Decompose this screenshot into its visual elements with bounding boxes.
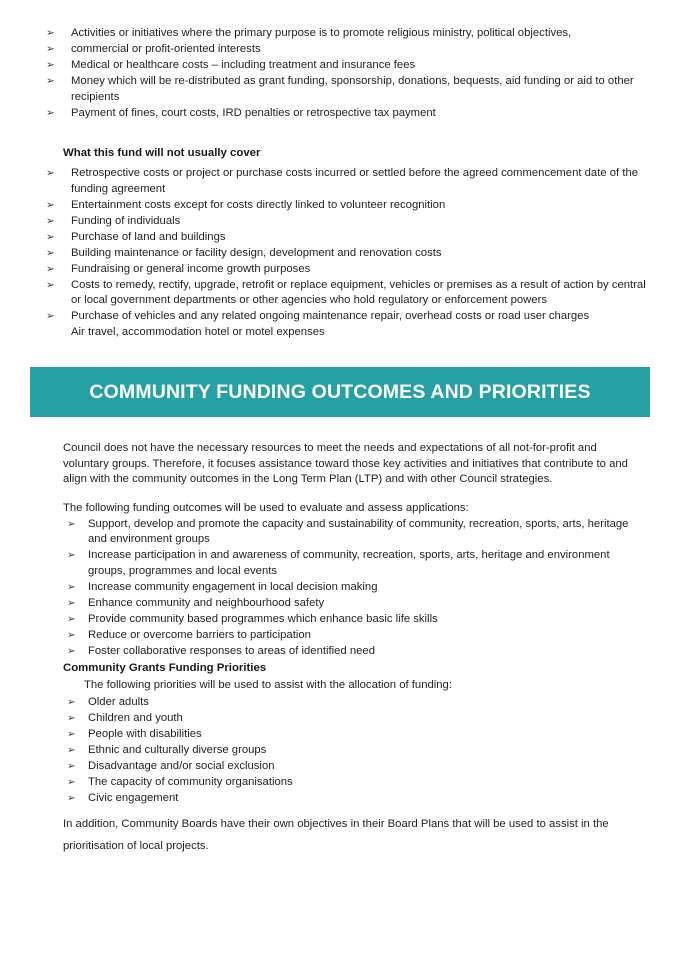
arrow-bullet-icon: ➢ bbox=[67, 696, 76, 708]
list-item-label: Civic engagement bbox=[88, 791, 179, 804]
arrow-bullet-icon: ➢ bbox=[67, 744, 76, 756]
priorities-heading: Community Grants Funding Priorities bbox=[63, 662, 267, 674]
list-item-label: Retrospective costs or project or purchase costs incurred or settled before the agreed commencement date of the funding agreement bbox=[71, 167, 639, 195]
list-item-label: Increase community engagement in local decision making bbox=[88, 580, 378, 593]
section-banner bbox=[30, 367, 650, 417]
excluded-activities-list bbox=[46, 26, 651, 121]
list-item bbox=[67, 711, 643, 727]
list-item-label: Building maintenance or facility design, development and renovation costs bbox=[71, 246, 442, 259]
list-item bbox=[46, 42, 651, 58]
arrow-bullet-icon: ➢ bbox=[67, 613, 76, 625]
list-item bbox=[46, 309, 658, 340]
funding-priorities-section bbox=[0, 660, 675, 807]
list-item-label: Reduce or overcome barriers to participation bbox=[88, 628, 311, 641]
arrow-bullet-icon: ➢ bbox=[46, 43, 55, 55]
list-item bbox=[67, 612, 643, 628]
list-item bbox=[67, 644, 643, 660]
list-item bbox=[67, 628, 643, 644]
list-item bbox=[67, 517, 643, 548]
closing-paragraph: In addition, Community Boards have their own objectives in their Board Plans that will be used to assist in the prioritisation of local projects. bbox=[63, 818, 609, 852]
not-usually-cover-list bbox=[46, 166, 658, 340]
priorities-lead-in: The following priorities will be used to assist with the allocation of funding: bbox=[84, 679, 452, 691]
excluded-activities-section bbox=[0, 26, 675, 122]
not-usually-cover-section bbox=[0, 145, 675, 341]
list-item-label: Fundraising or general income growth purposes bbox=[71, 262, 311, 275]
section-banner-title: COMMUNITY FUNDING OUTCOMES AND PRIORITIES bbox=[89, 380, 591, 403]
arrow-bullet-icon: ➢ bbox=[67, 760, 76, 772]
arrow-bullet-icon: ➢ bbox=[46, 231, 55, 243]
arrow-bullet-icon: ➢ bbox=[67, 792, 76, 804]
list-item bbox=[67, 596, 643, 612]
list-item bbox=[46, 74, 651, 105]
list-item bbox=[67, 791, 643, 807]
list-item bbox=[46, 58, 651, 74]
list-item bbox=[67, 548, 643, 579]
list-item-label: Costs to remedy, rectify, upgrade, retrofit or replace equipment, vehicles or premises as a result of action by central or local government departments or other agencies who hold regulatory or enforcement powers bbox=[71, 278, 646, 307]
arrow-bullet-icon: ➢ bbox=[46, 215, 55, 227]
list-item-label: Provide community based programmes which enhance basic life skills bbox=[88, 612, 438, 625]
arrow-bullet-icon: ➢ bbox=[46, 311, 55, 323]
list-item-label: People with disabilities bbox=[88, 727, 202, 740]
list-item bbox=[46, 26, 651, 42]
list-item-label: Support, develop and promote the capacity and sustainability of community, recreation, sports, arts, heritage and environment groups bbox=[88, 517, 629, 546]
arrow-bullet-icon: ➢ bbox=[67, 728, 76, 740]
list-item-label: Money which will be re-distributed as grant funding, sponsorship, donations, bequests, aid funding or aid to other recipients bbox=[71, 74, 634, 103]
list-item-label: The capacity of community organisations bbox=[88, 775, 293, 788]
list-item-label: Funding of individuals bbox=[71, 214, 181, 227]
funding-priorities-list bbox=[63, 695, 643, 807]
list-item-label: Ethnic and culturally diverse groups bbox=[88, 743, 267, 756]
list-item bbox=[67, 727, 643, 743]
list-item-label: Foster collaborative responses to areas of identified need bbox=[88, 644, 375, 657]
arrow-bullet-icon: ➢ bbox=[46, 199, 55, 211]
list-item-subline: Air travel, accommodation hotel or motel expenses bbox=[71, 325, 325, 338]
funding-outcomes-list bbox=[63, 517, 643, 660]
list-item bbox=[67, 695, 643, 711]
closing-section bbox=[0, 813, 675, 857]
outcomes-lead-in: The following funding outcomes will be used to evaluate and assess applications: bbox=[63, 502, 469, 515]
outcomes-intro-paragraph: Council does not have the necessary resources to meet the needs and expectations of all not-for-profit and voluntary groups. Therefore, it focuses assistance toward those key activities and initiatives that contribute to and align with the community outcomes in the Long Term Plan (LTP) and with other Council strategies. bbox=[63, 442, 628, 486]
list-item-label: Children and youth bbox=[88, 711, 183, 724]
list-item bbox=[46, 198, 658, 214]
list-item bbox=[67, 775, 643, 791]
arrow-bullet-icon: ➢ bbox=[46, 263, 55, 275]
arrow-bullet-icon: ➢ bbox=[67, 550, 76, 562]
arrow-bullet-icon: ➢ bbox=[46, 59, 55, 71]
list-item-label: Older adults bbox=[88, 695, 149, 708]
list-item bbox=[46, 230, 658, 246]
list-item bbox=[46, 106, 651, 122]
arrow-bullet-icon: ➢ bbox=[67, 581, 76, 593]
list-item-label: Enhance community and neighbourhood safety bbox=[88, 596, 325, 609]
list-item-label: Activities or initiatives where the primary purpose is to promote religious ministry, political objectives, bbox=[71, 27, 572, 39]
list-item-label: Purchase of land and buildings bbox=[71, 230, 226, 243]
arrow-bullet-icon: ➢ bbox=[46, 28, 55, 39]
list-item-label: commercial or profit-oriented interests bbox=[71, 42, 261, 55]
list-item bbox=[67, 743, 643, 759]
arrow-bullet-icon: ➢ bbox=[67, 629, 76, 641]
arrow-bullet-icon: ➢ bbox=[46, 107, 55, 119]
not-usually-cover-heading: What this fund will not usually cover bbox=[63, 147, 261, 159]
list-item-label: Payment of fines, court costs, IRD penalties or retrospective tax payment bbox=[71, 106, 436, 119]
list-item bbox=[46, 166, 658, 197]
list-item-label: Purchase of vehicles and any related ongoing maintenance repair, overhead costs or road user charges bbox=[71, 310, 590, 323]
arrow-bullet-icon: ➢ bbox=[46, 247, 55, 259]
list-item bbox=[46, 214, 658, 230]
list-item bbox=[46, 278, 658, 309]
list-item bbox=[46, 246, 658, 262]
arrow-bullet-icon: ➢ bbox=[67, 645, 76, 657]
funding-outcomes-section bbox=[0, 441, 675, 660]
arrow-bullet-icon: ➢ bbox=[67, 712, 76, 724]
list-item bbox=[46, 262, 658, 278]
list-item-label: Disadvantage and/or social exclusion bbox=[88, 759, 275, 772]
arrow-bullet-icon: ➢ bbox=[67, 597, 76, 609]
list-item-label: Entertainment costs except for costs directly linked to volunteer recognition bbox=[71, 198, 446, 211]
arrow-bullet-icon: ➢ bbox=[67, 518, 76, 530]
list-item bbox=[67, 580, 643, 596]
list-item-label: Increase participation in and awareness of community, recreation, sports, arts, heritage and environment groups, programmes and local events bbox=[88, 549, 610, 577]
list-item-label: Medical or healthcare costs – including treatment and insurance fees bbox=[71, 58, 416, 71]
arrow-bullet-icon: ➢ bbox=[46, 75, 55, 87]
arrow-bullet-icon: ➢ bbox=[67, 776, 76, 788]
arrow-bullet-icon: ➢ bbox=[46, 279, 55, 291]
arrow-bullet-icon: ➢ bbox=[46, 168, 55, 179]
list-item bbox=[67, 759, 643, 775]
